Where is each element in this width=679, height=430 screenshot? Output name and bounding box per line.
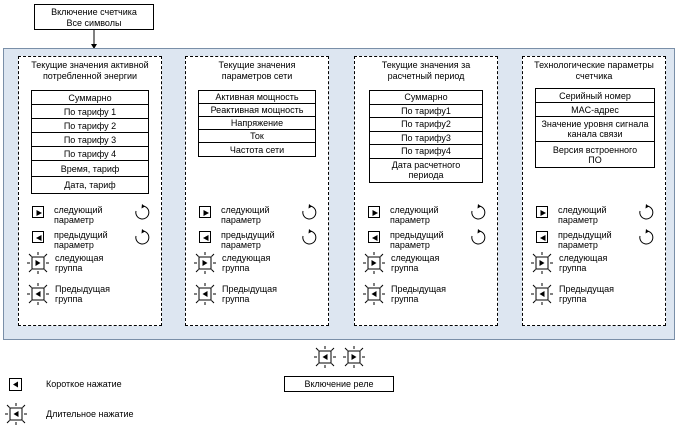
next-group-control[interactable] — [194, 252, 282, 274]
item-list — [535, 88, 655, 168]
next-group-label: следующая группа — [222, 253, 271, 273]
prev-param-label: предыдущий параметр — [54, 230, 108, 250]
long-press-right-icon[interactable] — [531, 252, 553, 274]
next-group-label: следующая группа — [559, 253, 608, 273]
prev-param-label: предыдущий параметр — [558, 230, 612, 250]
next-group-control[interactable] — [27, 252, 115, 274]
prev-group-control[interactable] — [194, 283, 282, 305]
list-item[interactable]: Частота сети — [229, 144, 285, 155]
list-item[interactable]: Значение уровня сигнала канала связи — [536, 117, 654, 142]
list-item[interactable]: Время, тариф — [32, 161, 148, 177]
prev-group-control[interactable] — [363, 283, 451, 305]
prev-param-label: предыдущий параметр — [390, 230, 444, 250]
item-list — [369, 90, 483, 183]
cycle-icon — [636, 204, 656, 222]
cycle-icon — [468, 229, 488, 247]
power-on-line1: Включение счетчика — [51, 7, 137, 17]
cycle-icon — [299, 204, 319, 222]
item-list — [31, 90, 149, 194]
prev-param-label: предыдущий параметр — [221, 230, 275, 250]
relay-on-box: Включение реле — [284, 376, 394, 392]
list-item[interactable]: Суммарно — [370, 91, 482, 105]
right-arrow-button-icon[interactable] — [32, 206, 44, 218]
left-arrow-button-icon[interactable] — [536, 231, 548, 243]
list-item[interactable]: Версия встроенного ПО — [552, 144, 638, 165]
list-item[interactable]: По тарифу 4 — [32, 147, 148, 161]
panel-title: Текущие значения активной потребленной энергии — [31, 60, 149, 81]
prev-param-control[interactable] — [199, 230, 281, 250]
legend-short-icon — [9, 378, 23, 394]
cycle-icon — [636, 229, 656, 247]
next-param-label: следующий параметр — [390, 205, 439, 225]
next-param-label: следующий параметр — [221, 205, 270, 225]
list-item[interactable]: Ток — [199, 130, 315, 143]
next-param-control[interactable] — [32, 205, 114, 225]
prev-group-label: Предыдущая группа — [559, 284, 615, 304]
prev-group-control[interactable] — [27, 283, 115, 305]
list-item[interactable]: Реактивная мощность — [199, 104, 315, 117]
long-press-right-icon[interactable] — [27, 252, 49, 274]
right-arrow-button-icon[interactable] — [368, 206, 380, 218]
cycle-icon — [132, 229, 152, 247]
prev-group-control[interactable] — [531, 283, 619, 305]
right-arrow-button-icon[interactable] — [536, 206, 548, 218]
panel-title: Текущие значения за расчетный период — [381, 60, 471, 81]
long-press-left-icon[interactable] — [27, 283, 49, 305]
prev-param-control[interactable] — [32, 230, 114, 250]
next-group-label: следующая группа — [55, 253, 104, 273]
list-item[interactable]: Напряжение — [199, 117, 315, 130]
long-press-left-icon[interactable] — [194, 283, 216, 305]
item-list — [198, 90, 316, 157]
list-item[interactable]: По тарифу1 — [370, 105, 482, 119]
list-item[interactable]: Серийный номер — [536, 89, 654, 103]
prev-group-label: Предыдущая группа — [55, 284, 111, 304]
list-item[interactable]: По тарифу4 — [370, 145, 482, 159]
list-item[interactable]: По тарифу 1 — [32, 105, 148, 119]
long-press-right-icon[interactable] — [363, 252, 385, 274]
next-group-control[interactable] — [363, 252, 451, 274]
long-press-right-icon — [312, 345, 368, 369]
left-arrow-button-icon[interactable] — [199, 231, 211, 243]
next-param-control[interactable] — [199, 205, 281, 225]
legend-short-label: Короткое нажатие — [46, 379, 122, 389]
cycle-icon — [132, 204, 152, 222]
legend-long-icon — [4, 402, 28, 428]
list-item[interactable]: Дата расчетного периода — [391, 160, 461, 180]
long-press-left-icon[interactable] — [363, 283, 385, 305]
prev-param-control[interactable] — [536, 230, 618, 250]
prev-param-control[interactable] — [368, 230, 450, 250]
list-item[interactable]: MAC-адрес — [536, 103, 654, 117]
power-on-line2: Все символы — [66, 18, 122, 28]
next-group-label: следующая группа — [391, 253, 440, 273]
relay-buttons — [312, 345, 368, 369]
panel-title: Технологические параметры счетчика — [534, 60, 654, 81]
right-arrow-button-icon[interactable] — [199, 206, 211, 218]
next-param-control[interactable] — [368, 205, 450, 225]
list-item[interactable]: По тарифу 2 — [32, 119, 148, 133]
prev-group-label: Предыдущая группа — [222, 284, 278, 304]
list-item[interactable]: По тарифу3 — [370, 132, 482, 146]
next-param-label: следующий параметр — [558, 205, 607, 225]
long-press-left-icon[interactable] — [531, 283, 553, 305]
left-arrow-button-icon[interactable] — [32, 231, 44, 243]
list-item[interactable]: Суммарно — [32, 91, 148, 105]
next-param-label: следующий параметр — [54, 205, 103, 225]
prev-group-label: Предыдущая группа — [391, 284, 447, 304]
panel-title: Текущие значения параметров сети — [218, 60, 296, 81]
left-arrow-button-icon[interactable] — [368, 231, 380, 243]
list-item[interactable]: Дата, тариф — [64, 180, 116, 190]
list-item[interactable]: По тарифу2 — [370, 118, 482, 132]
list-item[interactable]: По тарифу 3 — [32, 133, 148, 147]
next-group-control[interactable] — [531, 252, 619, 274]
list-item[interactable]: Активная мощность — [199, 91, 315, 104]
cycle-icon — [299, 229, 319, 247]
next-param-control[interactable] — [536, 205, 618, 225]
long-press-right-icon[interactable] — [194, 252, 216, 274]
legend-long-label: Длительное нажатие — [46, 409, 134, 419]
cycle-icon — [468, 204, 488, 222]
